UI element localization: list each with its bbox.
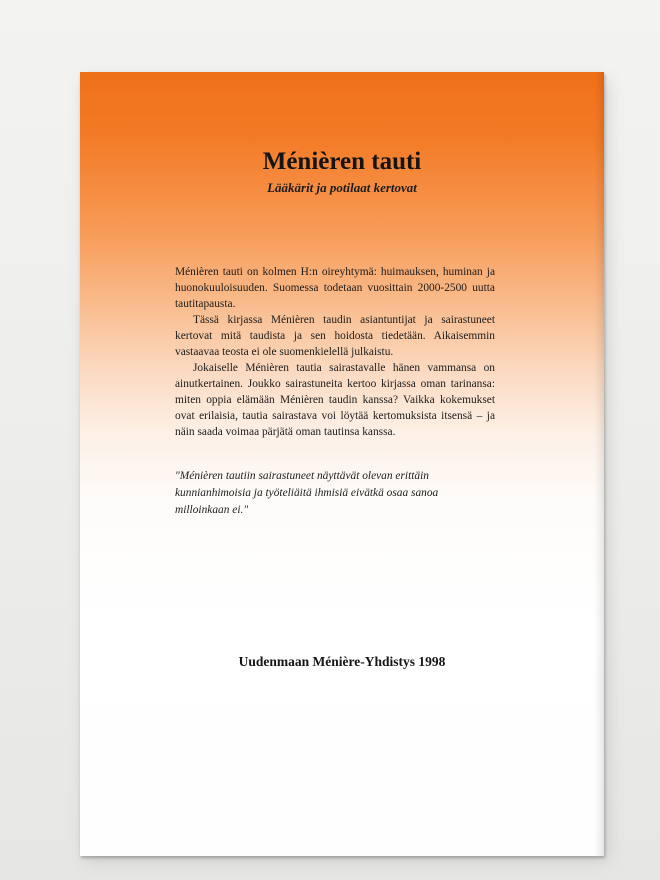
blurb-paragraph-2: Tässä kirjassa Ménièren taudin asiantuntijat ja sairastuneet kertovat mitä taudista ja sen hoidosta tiedetään. Aikaisemmin vastaavaa teosta ei ole suomenkielellä julkaistu. bbox=[175, 314, 495, 358]
book-back-cover bbox=[80, 72, 604, 856]
blurb-quote: "Ménièren tautiin sairastuneet näyttävät olevan erittäin kunnianhimoisia ja työteliäitä ihmisiä eivätkä osaa sanoa milloinkaan ei." bbox=[175, 470, 439, 516]
book-subtitle: Lääkärit ja potilaat kertovat bbox=[267, 180, 417, 195]
blurb-text bbox=[175, 264, 495, 440]
blurb-paragraph-1: Ménièren tauti on kolmen H:n oireyhtymä: huimauksen, huminan ja huonokuuloisuuden. Suomessa todetaan vuosittain 2000-2500 uutta tautitapausta. bbox=[175, 266, 495, 310]
blurb-paragraph-3: Jokaiselle Ménièren tautia sairastavalle hänen vammansa on ainutkertainen. Joukko sairastuneita kertoo kirjassa oman tarinansa: miten oppia elämään Ménièren taudin kanssa? Vaikka kokemukset ovat erilaisia, tautia sairastava voi löytää kertomuksista itsensä – ja näin saada voimaa pärjätä oman tautinsa kanssa. bbox=[175, 362, 495, 438]
book-title: Ménièren tauti bbox=[262, 148, 422, 175]
publisher-line: Uudenmaan Ménière-Yhdistys 1998 bbox=[238, 654, 446, 669]
